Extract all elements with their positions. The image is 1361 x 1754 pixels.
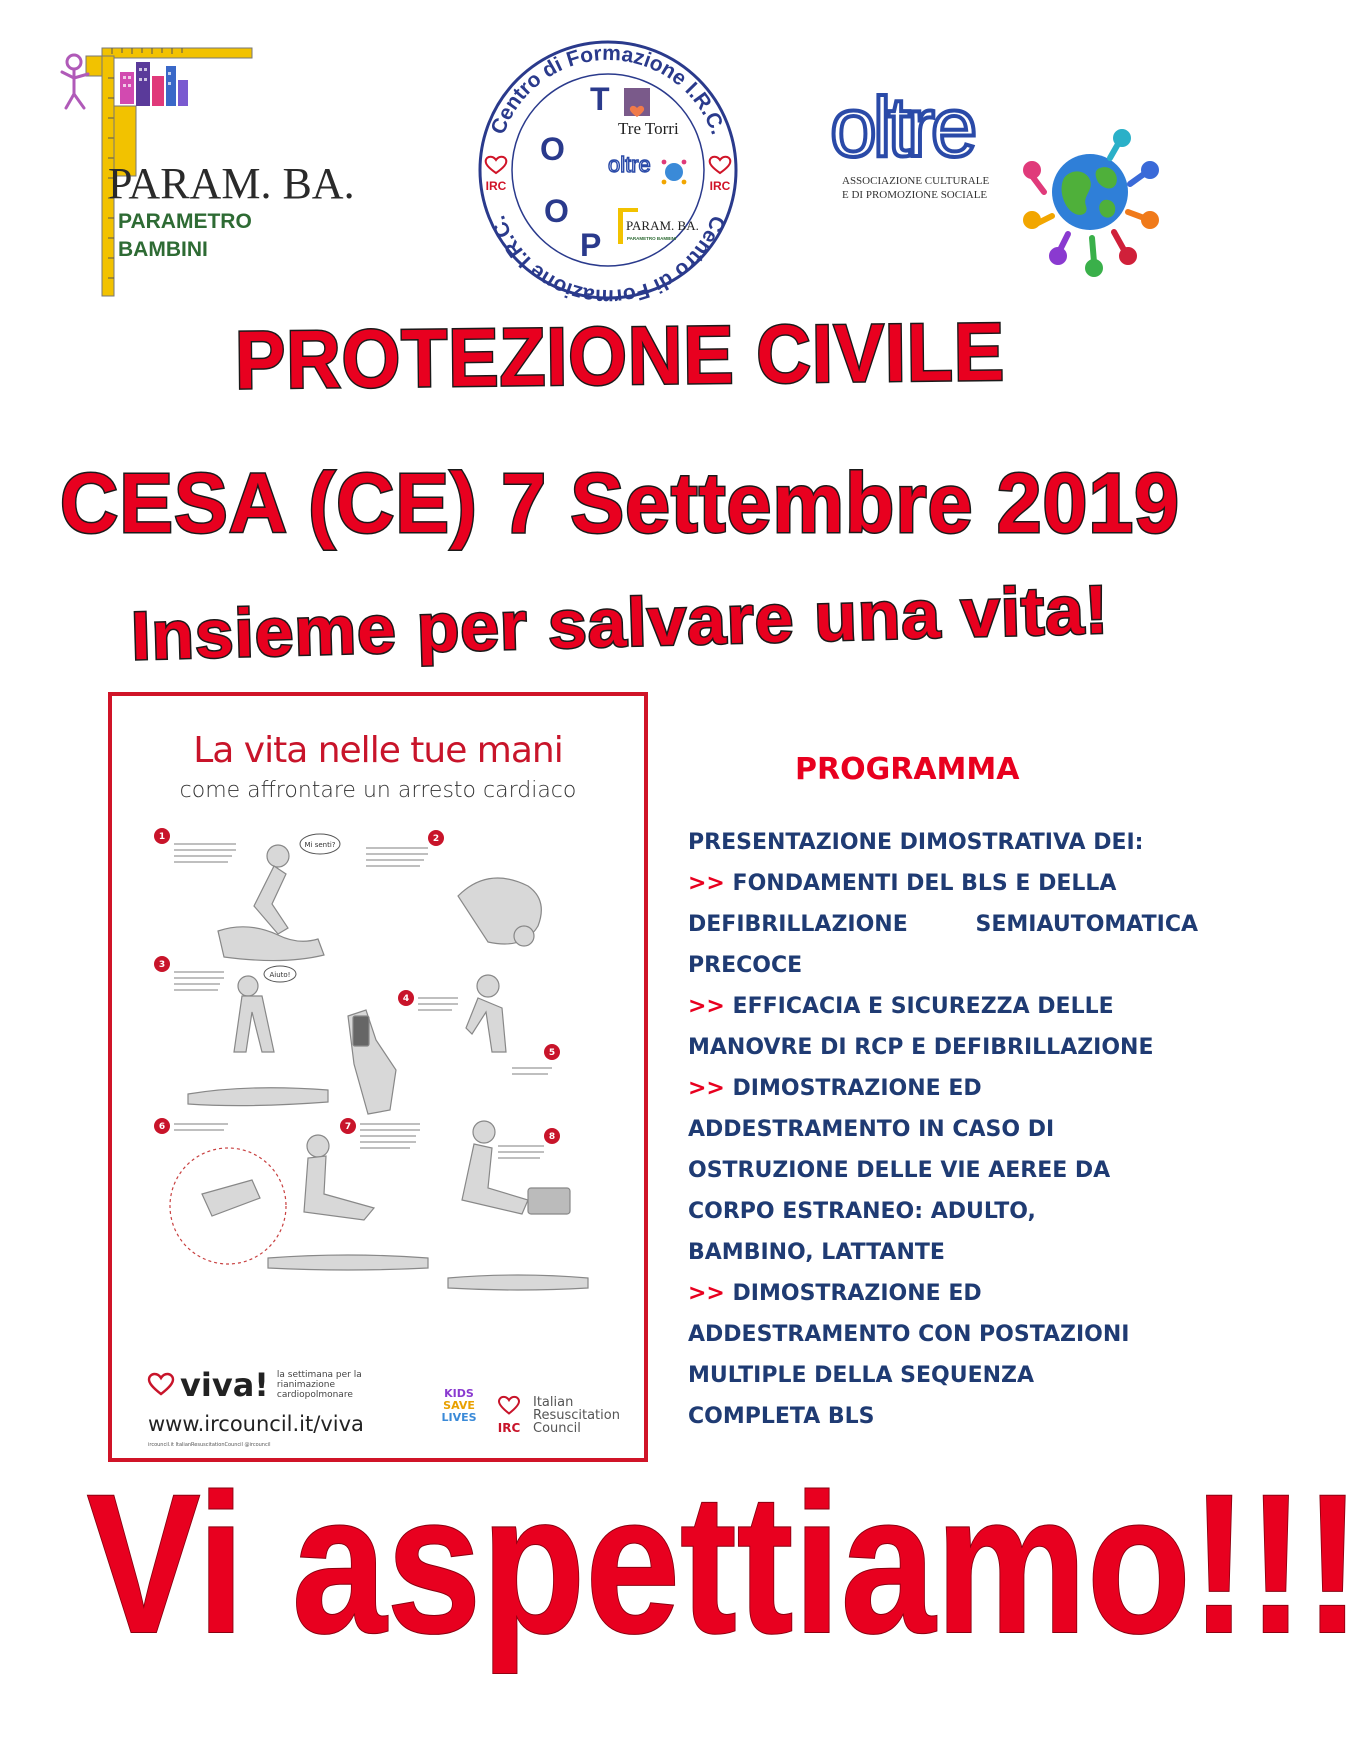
centro-tre-torri: Tre Torri (618, 119, 679, 138)
parametro-line1: PARAMETRO (118, 210, 252, 233)
centro-ring-bottom: Centro di Formazione I.R.C. (486, 212, 730, 309)
irc-abbreviation: IRC (497, 1421, 521, 1435)
centro-mini-oltre: oltre (608, 152, 651, 177)
cpr-poster (108, 692, 648, 1462)
centro-mini-param-sub: PARAMETRO BAMBINI (627, 236, 677, 241)
arrow-marker: >> (688, 994, 725, 1019)
programma-line-text: DIMOSTRAZIONE ED (732, 1076, 982, 1101)
step-8-number: 8 (548, 1132, 556, 1142)
step-1-number: 1 (158, 832, 166, 842)
viva-tagline: la settimana per la rianimazione cardiopolmonare (276, 1370, 362, 1400)
oltre-line1: ASSOCIAZIONE CULTURALE (842, 175, 990, 187)
kids-word: KIDS (444, 1387, 474, 1400)
viva-wordmark: viva! (180, 1366, 269, 1404)
headline-slogan: Insieme per salvare una vita! (130, 571, 1110, 675)
poster-footer (148, 1366, 618, 1448)
step-4-number: 4 (402, 994, 410, 1004)
step-3-number: 3 (158, 960, 166, 970)
headline-protezione-civile: PROTEZIONE CIVILE (234, 306, 1006, 407)
centro-ring-top: Centro di Formazione I.R.C. (486, 41, 730, 138)
irc-logo (493, 1396, 623, 1435)
step-2-number: 2 (432, 834, 440, 844)
programma-line: DEFIBRILLAZIONE SEMIAUTOMATICA (688, 912, 1198, 937)
programma-line-text: DIMOSTRAZIONE ED (732, 1281, 982, 1306)
centro-letter-o1: O (540, 131, 565, 167)
programma-line: OSTRUZIONE DELLE VIE AEREE DA (688, 1158, 1111, 1183)
programma-line: MANOVRE DI RCP E DEFIBRILLAZIONE (688, 1035, 1154, 1060)
centro-formazione-logo (468, 30, 748, 310)
oltre-line2: E DI PROMOZIONE SOCIALE (842, 189, 988, 201)
kids-save-lives-badge (438, 1388, 480, 1424)
programma-line (688, 986, 1198, 1027)
lives-word: LIVES (441, 1411, 477, 1424)
programma-title: PROGRAMMA (795, 752, 1020, 787)
save-word: SAVE (443, 1399, 475, 1412)
centro-letter-p: P (580, 227, 602, 263)
programma-line: ADDESTRAMENTO IN CASO DI (688, 1117, 1055, 1142)
programma-line (688, 1273, 1198, 1314)
poster-subtitle: come affrontare un arresto cardiaco (179, 778, 577, 803)
cpr-steps-illustration (148, 826, 608, 1306)
step-5-number: 5 (548, 1048, 556, 1058)
arrow-marker: >> (688, 1281, 725, 1306)
arrow-marker: >> (688, 1076, 725, 1101)
heart-icon (148, 1373, 174, 1397)
centro-letter-o2: O (544, 193, 569, 229)
parametro-name: PARAM. BA. (108, 159, 355, 208)
oltre-name: oltre (830, 80, 974, 174)
speech-aiuto: Aiuto! (269, 971, 291, 979)
parametro-bambini-logo (62, 48, 355, 298)
programma-line-text: FONDAMENTI DEL BLS E DELLA (732, 871, 1117, 896)
programma-line: MULTIPLE DELLA SEQUENZA (688, 1363, 1035, 1388)
centro-irc-right: IRC (709, 179, 731, 193)
programma-line: PRECOCE (688, 953, 803, 978)
programma-line: BAMBINO, LATTANTE (688, 1240, 945, 1265)
centro-mini-param: PARAM. BA. (626, 218, 699, 233)
programma-line: COMPLETA BLS (688, 1404, 875, 1429)
programma-line-text: EFFICACIA E SICUREZZA DELLE (732, 994, 1114, 1019)
programma-line (688, 863, 1198, 904)
closing-headline: Vi aspettiamo!!! (86, 1453, 1361, 1674)
programma-intro: PRESENTAZIONE DIMOSTRATIVA DEI: (688, 830, 1144, 855)
viva-line (148, 1366, 365, 1404)
programma-line: ADDESTRAMENTO CON POSTAZIONI (688, 1322, 1130, 1347)
centro-letter-t: T (590, 81, 610, 117)
centro-irc-left: IRC (485, 179, 507, 193)
programma-line (688, 1068, 1198, 1109)
irc-heart-icon (497, 1396, 521, 1416)
speech-mi-senti: Mi senti? (304, 841, 336, 849)
programma-list (688, 822, 1198, 1437)
poster-title: La vita nelle tue mani (193, 730, 563, 771)
step-6-number: 6 (158, 1122, 166, 1132)
headline-event-date: CESA (CE) 7 Settembre 2019 (60, 456, 1180, 550)
irc-full-name: Italian Resuscitation Council (533, 1395, 620, 1436)
social-links: ircouncil.it ItalianResuscitationCouncil @ircouncil (148, 1442, 271, 1448)
oltre-logo (826, 80, 1186, 288)
step-7-number: 7 (344, 1122, 352, 1132)
arrow-marker: >> (688, 871, 725, 896)
viva-url: www.ircouncil.it/viva (148, 1412, 364, 1436)
parametro-line2: BAMBINI (118, 238, 208, 261)
programma-line: CORPO ESTRANEO: ADULTO, (688, 1199, 1036, 1224)
